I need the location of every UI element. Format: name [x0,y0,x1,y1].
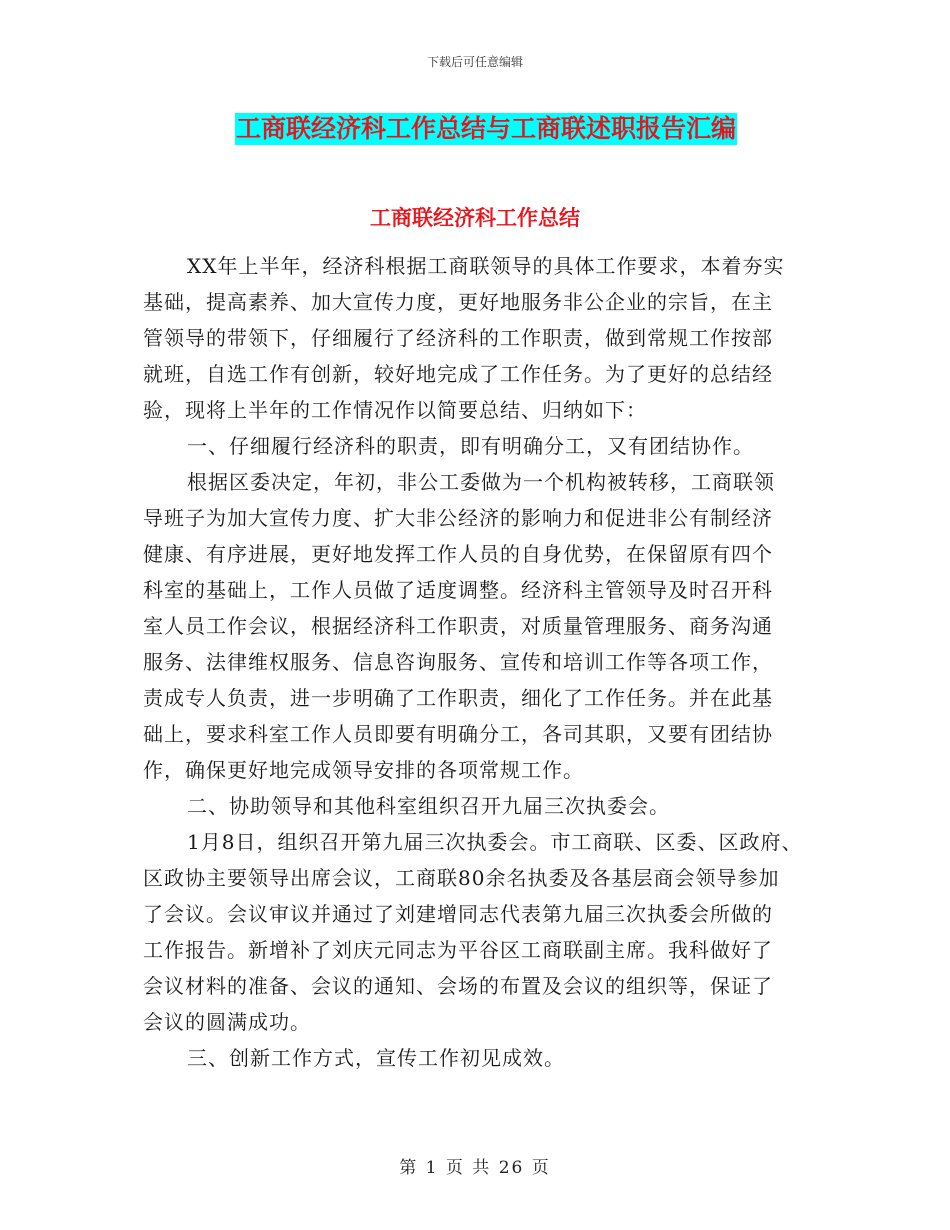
text-line: 区政协主要领导出席会议，工商联80余名执委及各基层商会领导参加 [143,866,780,890]
text-line: 验，现将上半年的工作情况作以简要总结、归纳如下： [143,398,647,422]
body-text [143,248,811,1076]
text-line: 根据区委决定，年初，非公工委做为一个机构被转移，工商联领 [187,470,775,494]
text-line: XX年上半年，经济科根据工商联领导的具体工作要求，本着夯实 [187,254,785,278]
text-line: 1月8日，组织召开第九届三次执委会。市工商联、区委、区政府、 [187,830,803,854]
page-footer: 第 1 页 共 26 页 [399,1158,551,1178]
paragraph-heading-3 [143,1040,811,1076]
text-line: 会议材料的准备、会议的通知、会场的布置及会议的组织等，保证了 [143,974,773,998]
text-line: 导班子为加大宣传力度、扩大非公经济的影响力和促进非公有制经济 [143,506,773,530]
paragraph-heading-2 [143,788,811,824]
text-line: 二、协助领导和其他科室组织召开九届三次执委会。 [187,794,670,818]
text-line: 了会议。会议审议并通过了刘建增同志代表第九届三次执委会所做的 [143,902,773,926]
text-line: 作，确保更好地完成领导安排的各项常规工作。 [143,758,584,782]
text-line: 责成专人负责，进一步明确了工作职责，细化了工作任务。并在此基 [143,686,773,710]
paragraph-body-2 [143,824,811,1040]
text-line: 会议的圆满成功。 [143,1010,311,1034]
header-note: 下载后可任意编辑 [426,55,523,69]
paragraph-intro [143,248,811,428]
document-title: 工商联经济科工作总结与工商联述职报告汇编 [236,114,737,143]
text-line: 基础，提高素养、加大宣传力度，更好地服务非公企业的宗旨，在主 [143,290,773,314]
text-line: 础上，要求科室工作人员即要有明确分工，各司其职，又要有团结协 [143,722,773,746]
text-line: 就班，自选工作有创新，较好地完成了工作任务。为了更好的总结经 [143,362,773,386]
section-title: 工商联经济科工作总结 [370,206,580,230]
text-line: 工作报告。新增补了刘庆元同志为平谷区工商联副主席。我科做好了 [143,938,773,962]
text-line: 服务、法律维权服务、信息咨询服务、宣传和培训工作等各项工作， [143,650,773,674]
text-line: 一、仔细履行经济科的职责，即有明确分工，又有团结协作。 [187,434,754,458]
text-line: 室人员工作会议，根据经济科工作职责，对质量管理服务、商务沟通 [143,614,773,638]
paragraph-heading-1 [143,428,811,464]
paragraph-body-1 [143,464,811,788]
text-line: 科室的基础上，工作人员做了适度调整。经济科主管领导及时召开科 [143,578,773,602]
text-line: 三、创新工作方式，宣传工作初见成效。 [187,1046,565,1070]
text-line: 健康、有序进展，更好地发挥工作人员的自身优势，在保留原有四个 [143,542,773,566]
text-line: 管领导的带领下，仔细履行了经济科的工作职责，做到常规工作按部 [143,326,773,350]
